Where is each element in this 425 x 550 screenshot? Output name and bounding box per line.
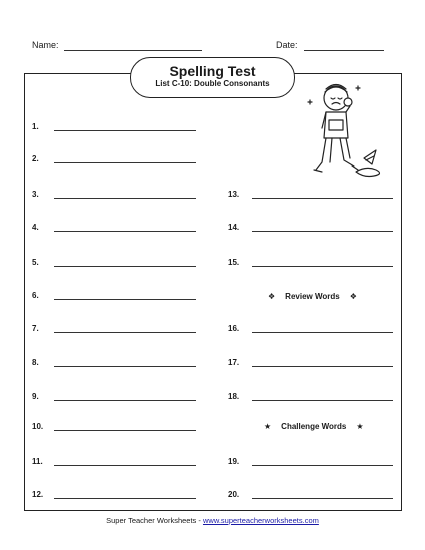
answer-line[interactable] bbox=[54, 430, 196, 431]
item-number: 12. bbox=[32, 490, 44, 499]
answer-line[interactable] bbox=[252, 231, 393, 232]
page-subtitle: List C-10: Double Consonants bbox=[155, 79, 270, 88]
item-number: 1. bbox=[32, 122, 39, 131]
name-field-line[interactable] bbox=[64, 50, 202, 51]
item-number: 5. bbox=[32, 258, 39, 267]
date-label: Date: bbox=[276, 40, 298, 50]
answer-line[interactable] bbox=[54, 465, 196, 466]
name-label: Name: bbox=[32, 40, 59, 50]
item-number: 16. bbox=[228, 324, 240, 333]
review-words-label: Review Words bbox=[285, 292, 340, 301]
answer-line[interactable] bbox=[252, 198, 393, 199]
review-words-heading bbox=[258, 292, 367, 301]
date-field-line[interactable] bbox=[304, 50, 384, 51]
diamond-icon: ❖ bbox=[349, 292, 357, 301]
diamond-icon: ❖ bbox=[268, 292, 276, 301]
item-number: 17. bbox=[228, 358, 240, 367]
star-icon: ★ bbox=[264, 422, 272, 431]
answer-line[interactable] bbox=[54, 198, 196, 199]
item-number: 15. bbox=[228, 258, 240, 267]
answer-line[interactable] bbox=[54, 498, 196, 499]
answer-line[interactable] bbox=[54, 366, 196, 367]
item-number: 8. bbox=[32, 358, 39, 367]
answer-line[interactable] bbox=[252, 465, 393, 466]
item-number: 6. bbox=[32, 291, 39, 300]
footer-link[interactable]: www.superteacherworksheets.com bbox=[202, 516, 319, 525]
item-number: 13. bbox=[228, 190, 240, 199]
answer-line[interactable] bbox=[252, 332, 393, 333]
item-number: 9. bbox=[32, 392, 39, 401]
item-number: 4. bbox=[32, 223, 39, 232]
item-number: 2. bbox=[32, 154, 39, 163]
answer-line[interactable] bbox=[252, 400, 393, 401]
item-number: 14. bbox=[228, 223, 240, 232]
challenge-words-heading bbox=[254, 422, 374, 431]
answer-line[interactable] bbox=[54, 231, 196, 232]
item-number: 7. bbox=[32, 324, 39, 333]
star-icon: ★ bbox=[356, 422, 364, 431]
challenge-words-label: Challenge Words bbox=[281, 422, 347, 431]
answer-line[interactable] bbox=[54, 299, 196, 300]
answer-line[interactable] bbox=[54, 162, 196, 163]
item-number: 3. bbox=[32, 190, 39, 199]
footer bbox=[0, 516, 425, 525]
answer-line[interactable] bbox=[54, 266, 196, 267]
answer-line[interactable] bbox=[54, 332, 196, 333]
answer-line[interactable] bbox=[54, 400, 196, 401]
item-number: 10. bbox=[32, 422, 44, 431]
item-number: 11. bbox=[32, 457, 43, 466]
title-box bbox=[130, 57, 295, 98]
item-number: 18. bbox=[228, 392, 240, 401]
answer-line[interactable] bbox=[252, 498, 393, 499]
answer-line[interactable] bbox=[252, 366, 393, 367]
child-dropped-ice-cream-icon bbox=[296, 80, 396, 190]
answer-line[interactable] bbox=[54, 130, 196, 131]
answer-line[interactable] bbox=[252, 266, 393, 267]
item-number: 20. bbox=[228, 490, 240, 499]
item-number: 19. bbox=[228, 457, 240, 466]
footer-text: Super Teacher Worksheets - bbox=[106, 516, 203, 525]
page-title: Spelling Test bbox=[169, 63, 256, 79]
